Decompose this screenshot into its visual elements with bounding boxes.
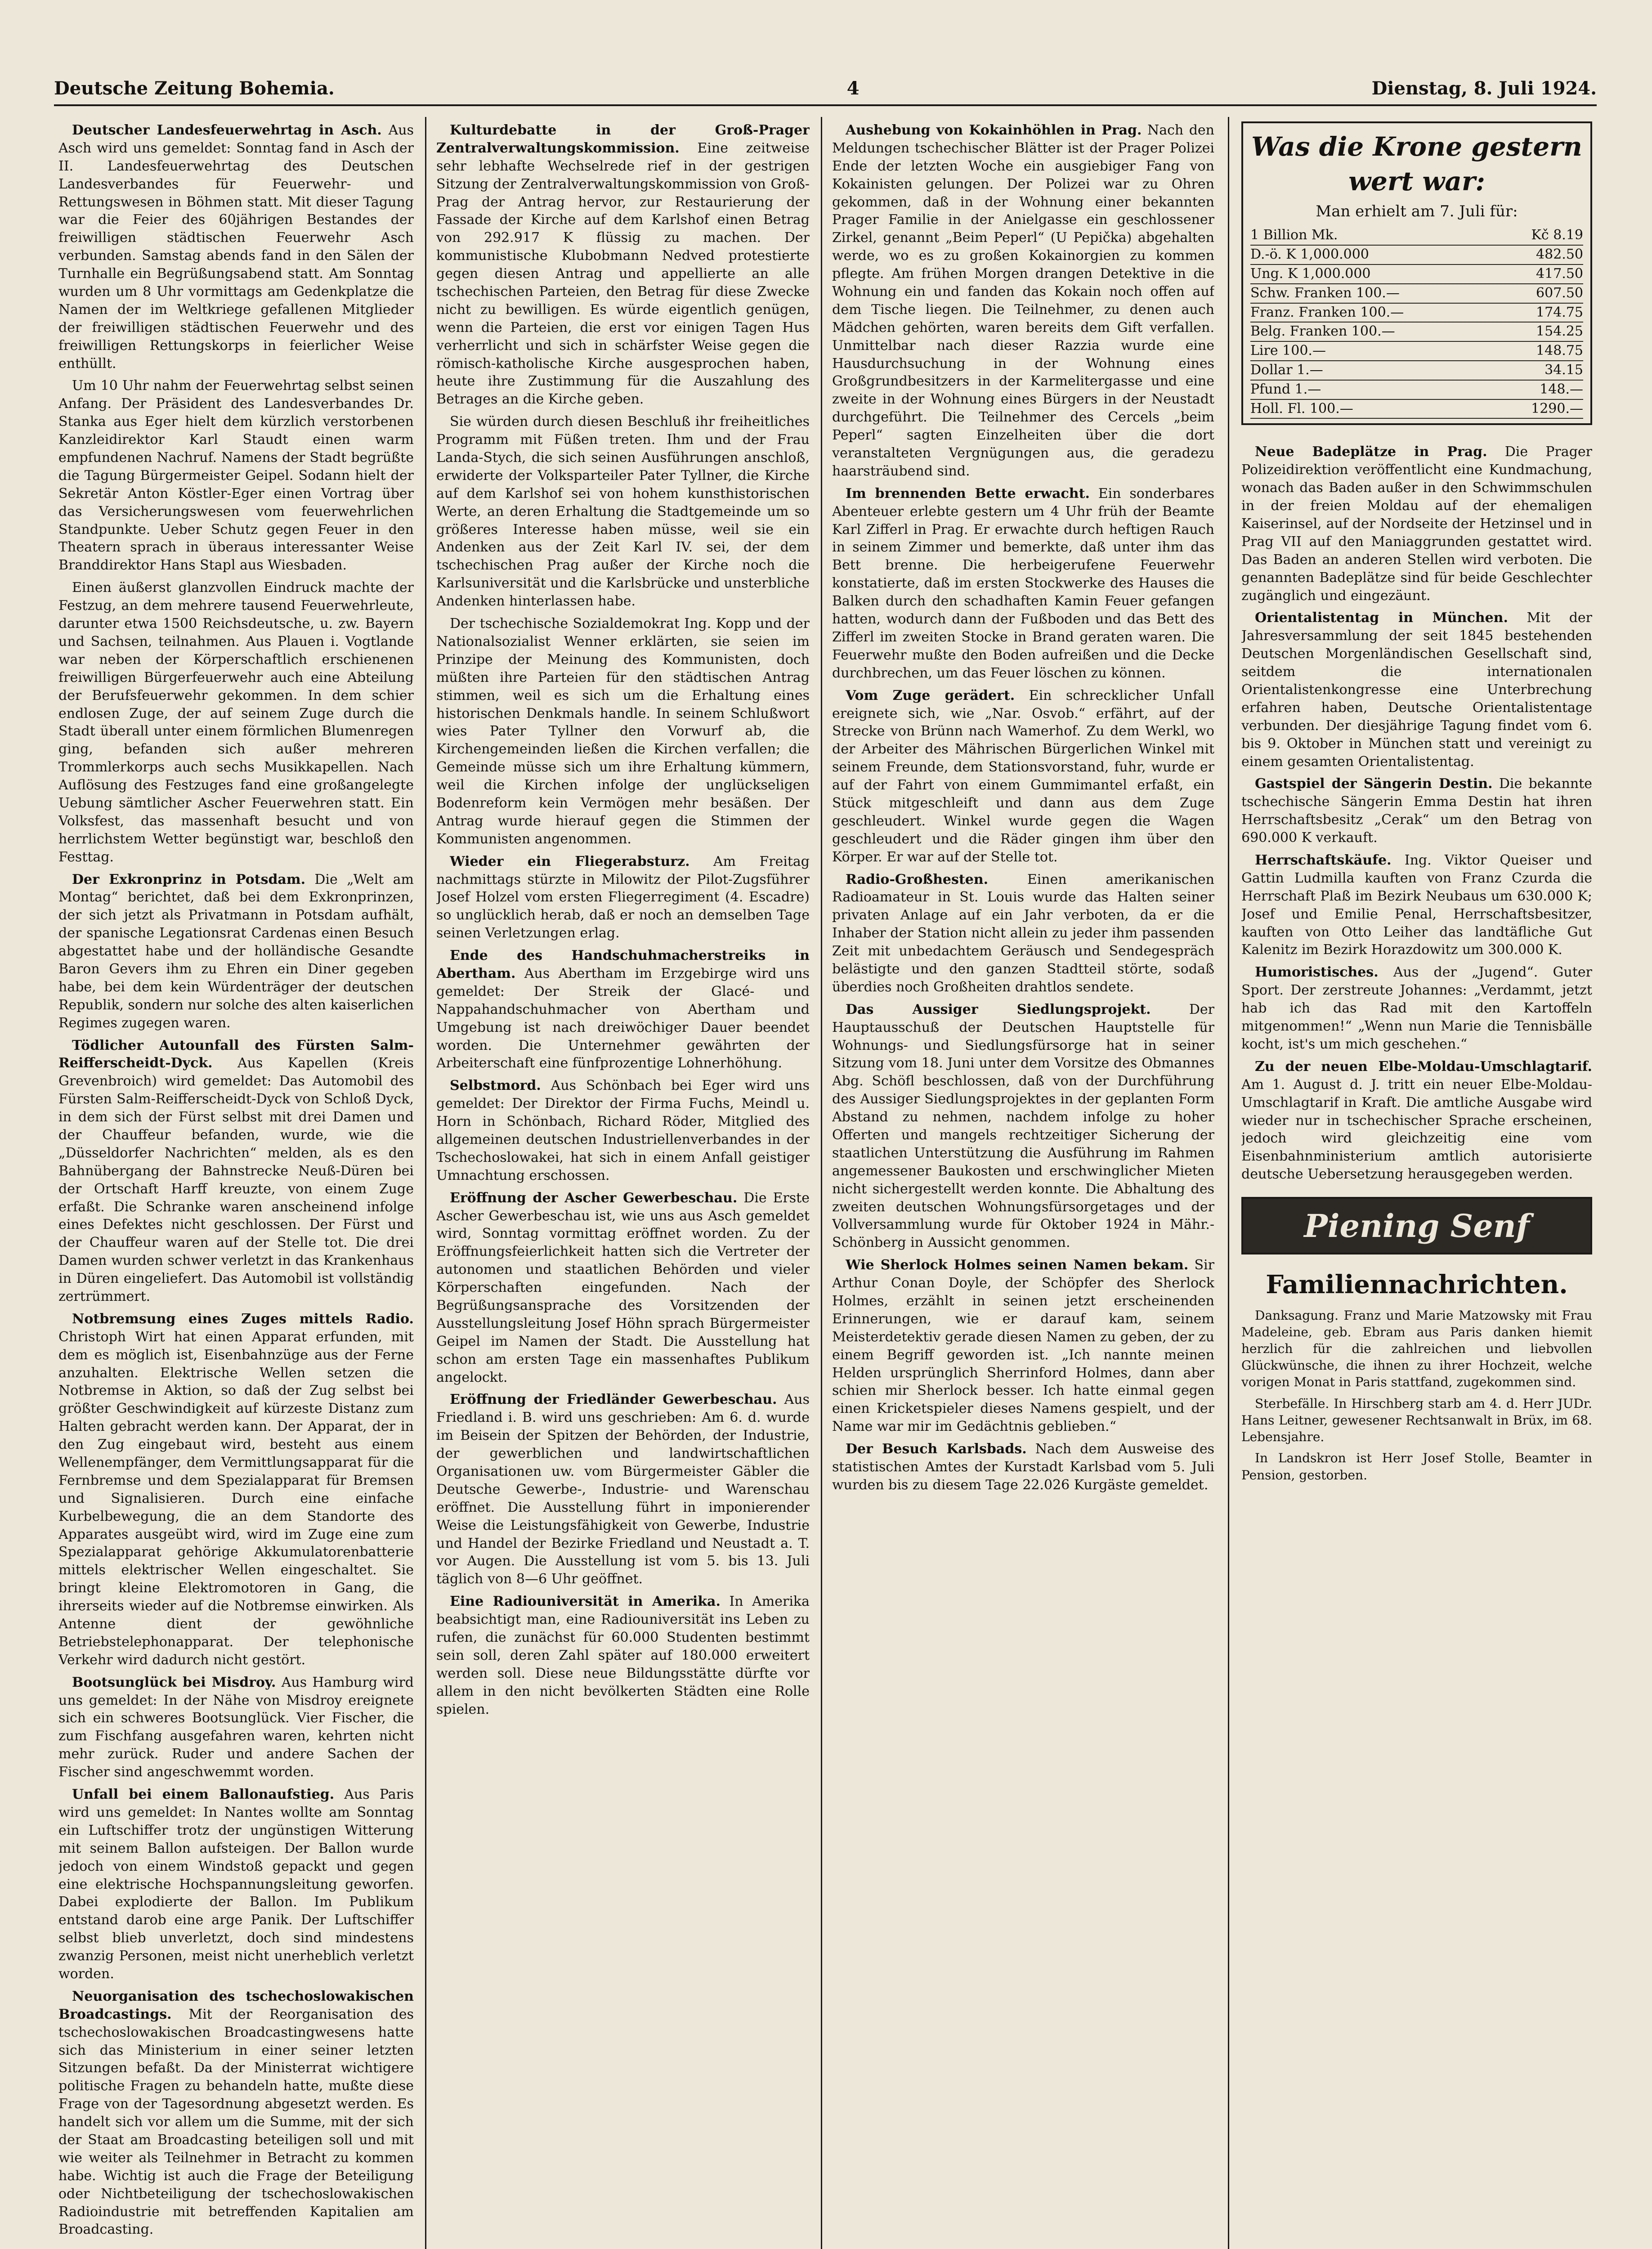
article-headline: Neuorganisation des tschechoslowakischen Broadcastings. — [58, 1988, 414, 2022]
exchange-rate-row — [1250, 342, 1583, 361]
article-headline: Radio-Großhesten. — [846, 871, 989, 887]
article-text: Sie würden durch diesen Beschluß ihr freiheitliches Programm mit Füßen treten. Ihm und der Frau Landa-Stych, die sich seinen Ausführungen anschloß, erwiderte der Volksparteiler Pater Tyllner, die Kirche auf dem Karlshof sei von hohem kunsthistorischen Werte, an deren Erhaltung die Stadtgemeinde um so größeres Interesse haben müsse, weil sie ein Andenken aus der Zeit Karl IV. sei, der dem tschechischen Prag außer der Kirche noch die Karlsuniversität und die Karlsbrücke und unsterbliche Andenken hinterlassen habe. — [436, 414, 810, 609]
article-headline: Der Exkronprinz in Potsdam. — [72, 871, 306, 887]
article-text: Aus Schönbach bei Eger wird uns gemeldet: Der Direktor der Firma Fuchs, Meindl u. Horn in Schönbach, Richard Röder, Mitglied des allgemeinen deutschen Industriellenverbandes in der Tschechoslowakei, hat sich in einem Anfall geistiger Umnachtung erschossen. — [436, 1078, 810, 1183]
article-headline: Im brennenden Bette erwacht. — [846, 485, 1090, 502]
article-paragraph — [58, 121, 414, 372]
article-paragraph — [58, 1786, 414, 1983]
article-paragraph — [436, 1077, 810, 1184]
article-text: Aus Friedland i. B. wird uns geschrieben: Am 6. d. wurde im Beisein der Spitzen der Behörden, der Industrie, der gewerblichen und landwirtschaftlichen Organisationen uw. vom Bürgermeister Gäbler die Deutsche Gewerbe-, Industrie- und Warenschau eröffnet. Die Ausstellung führt in imponierender Weise die Leistungsfähigkeit von Gewerbe, Industrie und Handel der Bezirke Friedland und Neustadt a. T. vor Augen. Die Ausstellung ist vom 5. bis 13. Juli täglich von 8—6 Uhr geöffnet. — [436, 1392, 810, 1587]
article-paragraph — [832, 1256, 1214, 1436]
article-text: Am Freitag nachmittags stürzte in Milowitz der Pilot-Zugsführer Josef Holzel vom ersten Fliegerregiment (4. Escadre) so unglücklich herab, daß er noch an demselben Tage seinen Verletzungen erlag. — [436, 853, 810, 941]
currency-label: Pfund 1.— — [1250, 381, 1321, 397]
article-headline: Tödlicher Autounfall des Fürsten Salm-Reifferscheidt-Dyck. — [58, 1037, 414, 1071]
currency-value: 148.75 — [1536, 343, 1583, 359]
page-number: 4 — [846, 78, 860, 99]
article-headline: Vom Zuge gerädert. — [846, 687, 1015, 703]
exchange-rate-row — [1250, 265, 1583, 284]
article-paragraph — [436, 413, 810, 610]
currency-value: 174.75 — [1536, 304, 1583, 320]
article-paragraph — [436, 853, 810, 942]
currency-label: Ung. K 1,000.000 — [1250, 266, 1371, 282]
article-headline: Unfall bei einem Ballonaufstieg. — [72, 1787, 335, 1803]
article-headline: Herrschaftskäufe. — [1255, 852, 1392, 869]
currency-label: Dollar 1.— — [1250, 362, 1323, 378]
column-divider — [1228, 117, 1229, 2249]
article-text: Aus Kapellen (Kreis Grevenbroich) wird gemeldet: Das Automobil des Fürsten Salm-Reifferscheidt-Dyck von Schloß Dyck, in dem sich der Fürst selbst mit drei Damen und der Chauffeur befanden, wurde, wie die „Düsseldorfer Nachrichten“ melden, als es den Bahnübergang der Bahnstrecke Neuß-Düren bei der Ortschaft Harff kreuzte, von einem Zuge erfaßt. Die Schranke waren anscheinend infolge eines Defektes nicht geschlossen. Der Fürst und der Chauffeur waren auf der Stelle tot. Die drei Damen wurden schwer verletzt in das Krankenhaus in Düren eingeliefert. Das Automobil ist vollständig zertrümmert. — [58, 1055, 414, 1304]
exchange-rate-row — [1250, 246, 1583, 265]
article-text: Um 10 Uhr nahm der Feuerwehrtag selbst seinen Anfang. Der Präsident des Landesverbandes Dr. Stanka aus Eger hielt dem kürzlich verstorbenen Kanzleidirektor Karl Staudt einen warm empfundenen Nachruf. Namens der Stadt begrüßte die Tagung Bürgermeister Geipel. Sodann hielt der Sekretär Anton Köstler-Eger einen Vortrag über das Versicherungswesen vom feuerwehrlichen Standpunkte. Ueber Schutz gegen Feuer in den Theatern sprach in überaus interessanter Weise Branddirektor Hans Stapl aus Wiesbaden. — [58, 378, 414, 573]
article-paragraph — [58, 1310, 414, 1669]
article-headline: Zu der neuen Elbe-Moldau-Umschlagtarif. — [1255, 1058, 1592, 1075]
article-text: Ein schrecklicher Unfall ereignete sich, wie „Nar. Osvob.“ erfährt, auf der Strecke von Brünn nach Wamerhof. Zu dem Werkl, wo der Arbeiter des Mährischen Bürgerlichen Winkel mit seinem Freunde, dem Stationsvorstand, fuhr, wurde er auf der Fahrt von einem Gummimantel erfaßt, ein Stück mitgeschleift und dann aus dem Zuge geschleudert. Winkel wurde gegen die Wagen geschleudert und die Räder gingen ihm über den Körper. Er war auf der Stelle tot. — [832, 687, 1214, 865]
family-news-title: Familiennachrichten. — [1266, 1270, 1568, 1300]
currency-value: 417.50 — [1536, 266, 1583, 282]
advertisement-senf: Piening Senf — [1241, 1197, 1592, 1254]
column-divider — [425, 117, 426, 2249]
article-headline: Bootsunglück bei Misdroy. — [72, 1674, 276, 1690]
article-headline: Das Aussiger Siedlungsprojekt. — [846, 1001, 1151, 1017]
article-headline: Selbstmord. — [450, 1078, 541, 1094]
article-headline: Kulturdebatte in der Groß-Prager Zentralverwaltungskommission. — [436, 122, 810, 156]
exchange-rate-row — [1250, 400, 1583, 419]
article-text: Nach den Meldungen tschechischer Blätter ist der Prager Polizei Ende der letzten Woche ein ausgiebiger Fang von Kokainisten gelungen. Der Polizei war zu Ohren gekommen, daß in der Wohnung einer bekannten Prager Familie in der Anielgasse ein geschlossener Zirkel, genannt „Beim Peperl“ (U Pepička) abgehalten werde, wo es zu großen Kokainorgien zu kommen pflegte. Am frühen Morgen drangen Detektive in die Wohnung ein und fanden das Kokain noch offen auf dem Tische liegen. Die Teilnehmer, zu denen auch Mädchen gehörten, waren bereits dem Gift verfallen. Unmittelbar nach dieser Razzia wurde eine Hausdurchsuchung in der Wohnung eines Großgrundbesitzers in der Karmelitergasse und eine zweite in der Wohnung eines Bürgers in der Neustadt durchgeführt. Die Teilnehmer des Cercels „beim Peperl“ sagten Einzelheiten über die dort veranstalteten Vergnügungen aus, die geradezu haarsträubend sind. — [832, 122, 1214, 479]
issue-date: Dienstag, 8. Juli 1924. — [1371, 78, 1597, 99]
article-paragraph — [436, 1391, 810, 1588]
exchange-rate-title: Was die Krone gestern wert war: — [1251, 131, 1582, 197]
article-headline: Eröffnung der Friedländer Gewerbeschau. — [450, 1392, 777, 1408]
article-text: Christoph Wirt hat einen Apparat erfunden, mit dem es möglich ist, Eisenbahnzüge aus der Ferne anzuhalten. Elektrische Wellen setzen die Notbremse in Aktion, so daß der Zug selbst bei größter Geschwindigkeit auf kürzeste Distanz zum Halten gebracht werden kann. Der Apparat, der in den Zug eingebaut wird, besteht aus einem Wellenempfänger, dem Vermittlungsapparat für die Fernbremse und dem Spezialapparat für Bremsen und Signalisieren. Durch eine einfache Kurbelbewegung, die an dem Standorte des Apparates ausgeübt wird, wird im Zuge eine zum Spezialapparat gehörige Akkumulatorenbatterie mittels elektrischer Wellen eingeschaltet. Sie bringt kleine Elektromotoren in Gang, die ihrerseits wieder auf die Notbremse einwirken. Als Antenne dient der gewöhnliche Betriebstelephonapparat. Der telephonische Verkehr wird dadurch nicht gestört. — [58, 1329, 414, 1668]
article-headline: Deutscher Landesfeuerwehrtag in Asch. — [72, 122, 382, 138]
currency-label: D.-ö. K 1,000.000 — [1250, 246, 1369, 263]
article-text: Die Prager Polizeidirektion veröffentlicht eine Kundmachung, wonach das Baden außer in den Schwimmschulen in der freien Moldau auf der ehemaligen Kaiserinsel, auf der Nordseite der Hetzinsel und in Prag VII auf den Maniaggrunden gestattet wird. Das Baden an anderen Stellen wird verboten. Die genannten Badeplätze sind für beide Geschlechter zugänglich und eingezäunt. — [1241, 444, 1592, 604]
article-paragraph — [1241, 609, 1592, 771]
currency-value: 34.15 — [1545, 362, 1583, 378]
currency-value: Kč 8.19 — [1531, 227, 1583, 243]
article-text: Die bekannte tschechische Sängerin Emma Destin hat ihren Herrschaftsbesitz „Cerak“ um den Betrag von 690.000 K verkauft. — [1241, 776, 1592, 846]
newspaper-title: Deutsche Zeitung Bohemia. — [54, 78, 335, 99]
article-text: Aus Paris wird uns gemeldet: In Nantes wollte am Sonntag ein Luftschiffer trotz der ungünstigen Witterung mit seinem Ballon aufsteigen. Der Ballon wurde jedoch von einem Windstoß gepackt und gegen eine elektrische Hochspannungsleitung geworfen. Dabei explodierte der Ballon. Im Publikum entstand darob eine arge Panik. Der Luftschiffer selbst blieb unverletzt, doch sind mindestens zwanzig Personen, meist nicht unerheblich verletzt worden. — [58, 1787, 414, 1982]
currency-value: 482.50 — [1536, 246, 1583, 263]
article-headline: Wie Sherlock Holmes seinen Namen bekam. — [846, 1257, 1189, 1273]
currency-value: 148.— — [1540, 381, 1583, 397]
article-text: Ein sonderbares Abenteuer erlebte gestern um 4 Uhr früh der Beamte Karl Zifferl in Prag. Er erwachte durch heftigen Rauch in seinem Zimmer und bemerkte, daß unter ihm das Bett brenne. Die herbeigerufene Feuerwehr konstatierte, daß im ersten Stockwerke des Hauses die Balken durch den schadhaften Kamin Feuer gefangen hatten, wodurch dann der Fußboden und das Bett des Zifferl im zweiten Stocke in Brand geraten waren. Die Feuerwehr mußte den Boden aufreißen und die Decke durchbrechen, um das Feuer löschen zu können. — [832, 485, 1214, 681]
article-paragraph — [58, 1988, 414, 2239]
article-paragraph — [58, 1037, 414, 1306]
article-text: Mit der Jahresversammlung der seit 1845 bestehenden Deutschen Morgenländischen Gesellschaft sind, seitdem die internationalen Orientalistenkongresse eine Unterbrechung erfahren haben, Deutsche Orientalistentage verbunden. Der diesjährige Tagung findet vom 6. bis 9. Oktober in München statt und vereinigt zu einem gesamten Orientalistentag. — [1241, 610, 1592, 770]
article-headline: Aushebung von Kokainhöhlen in Prag. — [846, 122, 1142, 138]
column-3 — [832, 121, 1214, 2249]
article-text: Die „Welt am Montag“ berichtet, daß bei dem Exkronprinzen, der sich jetzt als Privatmann in Potsdam aufhält, der spanische Legationsrat Cardenas einen Besuch abgestattet habe und der holländische Gesandte Baron Gevers ihm zu Ehren ein Diner gegeben habe, bei dem kein Würdenträger der deutschen Republik, sondern nur solche des alten kaiserlichen Regimes zugegen waren. — [58, 871, 414, 1031]
article-text: Der tschechische Sozialdemokrat Ing. Kopp und der Nationalsozialist Wenner erklärten, sie seien im Prinzipe der Meinung des Kommunisten, doch müßten ihre Parteien für den städtischen Antrag stimmen, weil es sich um die Erhaltung eines historischen Denkmals handle. In seinem Schlußwort wies Pater Tyllner den Vorwurf ab, die Kirchengemeinden ließen die Kirchen verfallen; die Gemeinde müsse sich um ihre Erhaltung kümmern, weil die Kirchen infolge der unglückseligen Bodenreform kein Vermögen mehr besäßen. Der Antrag wurde hierauf gegen die Stimmen der Kommunisten angenommen. — [436, 616, 810, 847]
article-headline: Orientalistentag in München. — [1255, 610, 1508, 626]
family-notice: Sterbefälle. In Hirschberg starb am 4. d. Herr JUDr. Hans Leitner, gewesener Rechtsanwalt in Brüx, im 68. Lebensjahre. — [1241, 1396, 1592, 1445]
article-text: Aus Asch wird uns gemeldet: Sonntag fand in Asch der II. Landesfeuerwehrtag des Deutschen Landesverbandes für Feuerwehr- und Rettungswesen in Böhmen statt. Mit dieser Tagung war die Feier des 60jährigen Bestandes der freiwilligen städtischen Feuerwehr Asch verbunden. Samstag abends fand in den Sälen der Turnhalle ein Begrüßungsabend statt. Am Sonntag wurden um 8 Uhr vormittags am Gedenkplatze die Namen der im Weltkriege gefallenen Mitglieder der freiwilligen städtischen Feuerwehr und des freiwilligen Rettungskorps in feierlicher Weise enthüllt. — [58, 122, 414, 372]
article-headline: Der Besuch Karlsbads. — [846, 1441, 1027, 1457]
article-text: Mit der Reorganisation des tschechoslowakischen Broadcastingwesens hatte sich das Ministerium in einer seiner letzten Sitzungen befaßt. Da der Ministerrat wichtigere politische Fragen zu behandeln hatte, mußte diese Frage von der Tagesordnung abgesetzt werden. Es handelt sich vor allem um die Summe, mit der sich der Staat am Broadcasting beteiligen soll und mit wie weiter als Teilnehmer in Betracht zu kommen habe. Wichtig ist auch die Frage der Beteiligung oder Nichtbeteiligung der tschechoslowakischen Radioindustrie mit betreffenden Kapitalien am Broadcasting. — [58, 2006, 414, 2238]
exchange-rate-row — [1250, 284, 1583, 304]
article-headline: Eine Radiouniversität in Amerika. — [450, 1594, 721, 1610]
currency-label: Franz. Franken 100.— — [1250, 304, 1404, 320]
article-text: Einen äußerst glanzvollen Eindruck machte der Festzug, an dem mehrere tausend Feuerwehrleute, darunter etwa 1500 Reichsdeutsche, u. zw. Bayern und Sachsen, teilnahmen. Aus Plauen i. Vogtlande war neben der Körperschaftlich erschienenen freiwilligen Bürgerfeuerwehr auch eine Abteilung der Berufsfeuerwehr gekommen. In dem schier endlosen Zuge, der auf seinem Zuge durch die Stadt überall unter einem förmlichen Blumenregen ging, befanden sich außer mehreren Trommlerkorps auch sechs Musikkapellen. Nach Auflösung des Festzuges fand eine großangelegte Uebung sämtlicher Ascher Feuerwehren statt. Ein Volksfest, das massenhaft besucht und von herrlichstem Wetter begünstigt war, beschloß den Festtag. — [58, 580, 414, 865]
article-text: Nach dem Ausweise des statistischen Amtes der Kurstadt Karlsbad vom 5. Juli wurden bis zu diesem Tage 22.026 Kurgäste gemeldet. — [832, 1441, 1214, 1493]
article-headline: Humoristisches. — [1255, 964, 1379, 981]
article-text: Aus Hamburg wird uns gemeldet: In der Nähe von Misdroy ereignete sich ein schweres Bootsunglück. Vier Fischer, die zum Fischfang ausgefahren waren, kehrten nicht mehr zurück. Ruder und andere Sachen der Fischer sind angeschwemmt worden. — [58, 1674, 414, 1780]
article-paragraph — [436, 121, 810, 408]
article-paragraph — [1241, 775, 1592, 847]
article-headline: Wieder ein Fliegerabsturz. — [450, 853, 690, 869]
article-paragraph — [1241, 963, 1592, 1053]
article-headline: Eröffnung der Ascher Gewerbeschau. — [450, 1190, 738, 1206]
article-text: Aus Abertham im Erzgebirge wird uns gemeldet: Der Streik der Glacé- und Nappahandschuhmacher von Abertham und Umgebung ist nach dreiwöchiger Dauer beendet worden. Die Unternehmer gewährten der Arbeiterschaft eine fünfprozentige Lohnerhöhung. — [436, 965, 810, 1071]
article-paragraph — [832, 1001, 1214, 1252]
column-divider — [821, 117, 822, 2249]
article-headline: Notbremsung eines Zuges mittels Radio. — [72, 1311, 414, 1327]
article-paragraph — [58, 871, 414, 1032]
page-header — [54, 67, 1597, 99]
article-headline: Neue Badeplätze in Prag. — [1255, 444, 1487, 460]
article-paragraph — [436, 947, 810, 1072]
article-text: Ing. Viktor Queiser und Gattin Ludmilla kauften von Franz Czurda die Herrschaft Plaß im Bezirk Neubaus um 630.000 K; Josef und Emilie Penal, Herrschaftsbesitzer, kauften von Otto Leiher das landtäfliche Gut Kalenitz im Bezirk Horazdowitz um 300.000 K. — [1241, 852, 1592, 958]
exchange-rate-row — [1250, 323, 1583, 342]
article-paragraph — [832, 121, 1214, 480]
column-2 — [436, 121, 810, 2249]
article-paragraph — [832, 1440, 1214, 1494]
exchange-rate-row — [1250, 226, 1583, 246]
article-text: Eine zeitweise sehr lebhafte Wechselrede rief in der gestrigen Sitzung der Zentralverwaltungskommission von Groß-Prag der Antrag hervor, zur Restaurierung der Fassade der Kirche auf dem Karlshof einen Betrag von 292.917 K flüssig zu machen. Der kommunistische Klubobmann Nedved protestierte gegen diesen Antrag und appellierte an alle tschechischen Parteien, den Betrag für diese Zwecke nicht zu bewilligen. Es würde eigentlich genügen, wenn die Parteien, die erst vor einigen Tagen Hus verherrlicht und sich in schärfster Weise gegen die römisch-katholische Kirche ausgesprochen haben, heute ihre Zustimmung für die Auszahlung des Betrages an die Kirche geben. — [436, 140, 810, 408]
article-paragraph — [832, 687, 1214, 866]
exchange-rate-box — [1241, 121, 1592, 425]
article-text: Die Erste Ascher Gewerbeschau ist, wie uns aus Asch gemeldet wird, Sonntag vormittag eröffnet worden. Zu der Eröffnungsfeierlichkeit hatten sich die Vertreter der autonomen und staatlichen Behörden und vieler Körperschaften eingefunden. Nach der Begrüßungsansprache des Vorsitzenden der Ausstellungsleitung Josef Höhn sprach Bürgermeister Geipel im Namen der Stadt. Die Ausstellung hat schon am ersten Tage ein massenhaftes Publikum angelockt. — [436, 1190, 810, 1385]
article-headline: Gastspiel der Sängerin Destin. — [1255, 776, 1493, 792]
article-text: In Amerika beabsichtigt man, eine Radiouniversität ins Leben zu rufen, die zunächst für 60.000 Studenten bestimmt sein soll, deren Zahl später auf 180.000 erweitert werden soll. Diese neue Bildungsstätte dürfte vor allem in den nicht bevölkerten Städten eine Rolle spielen. — [436, 1594, 810, 1717]
article-paragraph — [436, 615, 810, 848]
currency-value: 154.25 — [1536, 323, 1583, 340]
article-paragraph — [832, 485, 1214, 682]
article-paragraph — [1241, 443, 1592, 605]
article-text: Am 1. August d. J. tritt ein neuer Elbe-Moldau-Umschlagtarif in Kraft. Die amtliche Ausgabe wird wieder nur in tschechischer Sprache erscheinen, jedoch wird gleichzeitig eine vom Eisenbahnministerium amtlich autorisierte deutsche Uebersetzung herausgegeben werden. — [1241, 1076, 1592, 1183]
article-text: Der Hauptausschuß der Deutschen Hauptstelle für Wohnungs- und Siedlungsfürsorge hat in seiner Sitzung vom 18. Juni unter dem Vorsitze des Obmannes Abg. Schöfl beschlossen, daß von der Durchführung des Aussiger Siedlungsprojektes in der geplanten Form Abstand zu nehmen, nachdem infolge zu hoher Offerten und mangels rechtzeitiger Sicherung der staatlichen Unterstützung die Ausführung im Rahmen angemessener Baukosten und erschwinglicher Mieten nicht sichergestellt werden konnte. Die Abhaltung des zweiten deutschen Wohnungsfürsorgetages und der Vollversammlung wurde für Oktober 1924 in Mähr.-Schönberg in Aussicht genommen. — [832, 1001, 1214, 1251]
currency-label: Lire 100.— — [1250, 343, 1326, 359]
article-paragraph — [436, 1189, 810, 1387]
article-paragraph — [1241, 1058, 1592, 1183]
article-paragraph — [1241, 851, 1592, 959]
exchange-rate-subtitle: Man erhielt am 7. Juli für: — [1316, 202, 1518, 221]
currency-value: 607.50 — [1536, 285, 1583, 301]
column-4 — [1241, 121, 1592, 2249]
article-text: Aus der „Jugend“. Guter Sport. Der zerstreute Johannes: „Verdammt, jetzt hab ich das Rad mit den Kartoffeln mitgenommen!“ „Wenn nun Marie die Tennisbälle kocht, ist's um mich geschehen.“ — [1241, 964, 1592, 1052]
article-headline: Ende des Handschuhmacherstreiks in Abertham. — [436, 948, 810, 981]
currency-value: 1290.— — [1531, 400, 1583, 417]
currency-label: 1 Billion Mk. — [1250, 227, 1338, 243]
header-rule — [54, 104, 1597, 106]
article-paragraph — [436, 1593, 810, 1718]
currency-label: Holl. Fl. 100.— — [1250, 400, 1353, 417]
article-paragraph — [832, 871, 1214, 996]
exchange-rate-row — [1250, 361, 1583, 381]
family-notice: Danksagung. Franz und Marie Matzowsky mit Frau Madeleine, geb. Ebram aus Paris danken hiemit herzlich für die zahlreichen und liebvollen Glückwünsche, die ihnen zu ihrer Hochzeit, welche vorigen Monat in Paris stattfand, zugekommen sind. — [1241, 1308, 1592, 1390]
family-notice: In Landskron ist Herr Josef Stolle, Beamter in Pension, gestorben. — [1241, 1451, 1592, 1483]
article-paragraph — [58, 579, 414, 866]
currency-label: Belg. Franken 100.— — [1250, 323, 1395, 340]
article-paragraph — [58, 1674, 414, 1781]
article-text: Einen amerikanischen Radioamateur in St. Louis wurde das Halten seiner privaten Anlage auf ein Jahr verboten, da er die Inhaber der Station nicht allein zu jeder ihm passenden Zeit mit unbedachtem Geräusch und Sendegespräch belästigte und den ganzen Stadtteil störte, sodaß überdies noch Großheiten drahtlos sendete. — [832, 871, 1214, 995]
article-paragraph — [58, 377, 414, 574]
exchange-rate-row — [1250, 381, 1583, 400]
exchange-rate-row — [1250, 304, 1583, 323]
column-1 — [58, 121, 414, 2249]
currency-label: Schw. Franken 100.— — [1250, 285, 1400, 301]
article-text: Sir Arthur Conan Doyle, der Schöpfer des Sherlock Holmes, erzählt in seinen jetzt erscheinenden Erinnerungen, wie er darauf kam, seinem Meisterdetektiv gerade diesen Namen zu geben, der zu einem Begriff geworden ist. „Ich nannte meinen Helden ursprünglich Sherrinford Holmes, dann aber schien mir Sherlock besser. Ich hatte einmal gegen einen Kricketspieler dieses Namens gespielt, und der Name war mir im Gedächtnis geblieben.“ — [832, 1257, 1214, 1435]
